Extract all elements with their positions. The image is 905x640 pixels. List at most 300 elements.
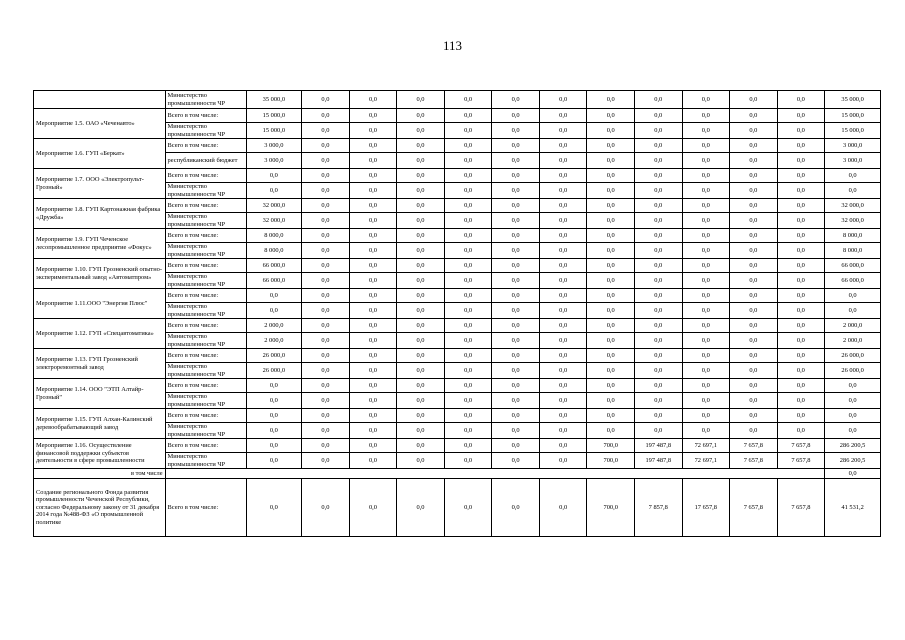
value-cell: 0,0 bbox=[397, 423, 445, 439]
value-cell: 0,0 bbox=[444, 259, 492, 273]
value-cell: 0,0 bbox=[492, 91, 540, 109]
value-cell: 0,0 bbox=[397, 273, 445, 289]
value-cell: 0,0 bbox=[397, 289, 445, 303]
value-cell: 0,0 bbox=[777, 169, 825, 183]
value-cell: 0,0 bbox=[397, 243, 445, 259]
value-cell: 0,0 bbox=[587, 289, 635, 303]
value-cell: 0,0 bbox=[682, 273, 730, 289]
value-cell: 0,0 bbox=[397, 169, 445, 183]
value-cell: 0,0 bbox=[492, 169, 540, 183]
table-row bbox=[34, 409, 881, 423]
value-cell: 0,0 bbox=[777, 333, 825, 349]
value-cell: 0,0 bbox=[492, 273, 540, 289]
table-row bbox=[34, 229, 881, 243]
value-cell: 0,0 bbox=[730, 199, 778, 213]
value-cell: 0,0 bbox=[634, 289, 682, 303]
value-cell: 0,0 bbox=[444, 139, 492, 153]
event-cell: Мероприятие 1.13. ГУП Грозненский электроремонтный завод bbox=[34, 349, 166, 379]
value-cell: 0,0 bbox=[246, 409, 302, 423]
value-cell: 7 657,8 bbox=[777, 479, 825, 537]
value-cell: 0,0 bbox=[492, 393, 540, 409]
value-cell: 0,0 bbox=[444, 243, 492, 259]
value-cell: 0,0 bbox=[730, 91, 778, 109]
value-cell: 0,0 bbox=[397, 479, 445, 537]
value-cell: 0,0 bbox=[730, 243, 778, 259]
value-cell: 0,0 bbox=[730, 153, 778, 169]
value-cell: 3 000,0 bbox=[825, 139, 881, 153]
value-cell: 0,0 bbox=[492, 139, 540, 153]
value-cell: 0,0 bbox=[682, 349, 730, 363]
value-cell: 0,0 bbox=[587, 333, 635, 349]
value-cell: 0,0 bbox=[349, 453, 397, 469]
value-cell: 0,0 bbox=[825, 469, 881, 479]
value-cell: 0,0 bbox=[539, 259, 587, 273]
value-cell: 0,0 bbox=[730, 349, 778, 363]
value-cell: 0,0 bbox=[777, 213, 825, 229]
value-cell: 0,0 bbox=[444, 303, 492, 319]
value-cell: 66 000,0 bbox=[825, 259, 881, 273]
value-cell: 0,0 bbox=[682, 289, 730, 303]
value-cell: 0,0 bbox=[302, 123, 350, 139]
value-cell: 0,0 bbox=[539, 439, 587, 453]
source-cell: Министерство промышленности ЧР bbox=[165, 243, 246, 259]
value-cell: 0,0 bbox=[730, 183, 778, 199]
value-cell: 0,0 bbox=[777, 393, 825, 409]
value-cell: 3 000,0 bbox=[246, 153, 302, 169]
value-cell: 0,0 bbox=[777, 349, 825, 363]
value-cell: 0,0 bbox=[349, 109, 397, 123]
value-cell: 0,0 bbox=[634, 183, 682, 199]
source-cell: Министерство промышленности ЧР bbox=[165, 393, 246, 409]
value-cell: 0,0 bbox=[539, 109, 587, 123]
value-cell: 0,0 bbox=[444, 199, 492, 213]
value-cell: 0,0 bbox=[777, 289, 825, 303]
value-cell: 41 531,2 bbox=[825, 479, 881, 537]
value-cell: 0,0 bbox=[492, 423, 540, 439]
table-row bbox=[34, 109, 881, 123]
source-cell: Всего в том числе: bbox=[165, 229, 246, 243]
value-cell: 0,0 bbox=[397, 109, 445, 123]
value-cell: 0,0 bbox=[397, 439, 445, 453]
value-cell: 0,0 bbox=[777, 409, 825, 423]
value-cell: 0,0 bbox=[682, 243, 730, 259]
value-cell: 0,0 bbox=[634, 333, 682, 349]
value-cell: 0,0 bbox=[302, 273, 350, 289]
value-cell: 0,0 bbox=[682, 199, 730, 213]
value-cell: 0,0 bbox=[682, 183, 730, 199]
including-label: в том числе bbox=[34, 469, 166, 479]
value-cell: 0,0 bbox=[539, 289, 587, 303]
value-cell: 0,0 bbox=[444, 423, 492, 439]
value-cell: 0,0 bbox=[302, 439, 350, 453]
value-cell: 0,0 bbox=[539, 319, 587, 333]
value-cell: 0,0 bbox=[302, 379, 350, 393]
value-cell: 7 857,8 bbox=[634, 479, 682, 537]
value-cell: 0,0 bbox=[349, 153, 397, 169]
value-cell: 26 000,0 bbox=[246, 349, 302, 363]
value-cell: 3 000,0 bbox=[825, 153, 881, 169]
value-cell: 15 000,0 bbox=[246, 109, 302, 123]
table-row bbox=[34, 379, 881, 393]
value-cell: 0,0 bbox=[302, 229, 350, 243]
source-cell: Министерство промышленности ЧР bbox=[165, 333, 246, 349]
value-cell: 0,0 bbox=[349, 199, 397, 213]
value-cell: 0,0 bbox=[492, 229, 540, 243]
value-cell: 0,0 bbox=[302, 289, 350, 303]
value-cell: 0,0 bbox=[397, 91, 445, 109]
value-cell: 0,0 bbox=[682, 333, 730, 349]
value-cell: 197 487,8 bbox=[634, 439, 682, 453]
value-cell: 0,0 bbox=[587, 109, 635, 123]
value-cell: 0,0 bbox=[777, 273, 825, 289]
value-cell: 0,0 bbox=[349, 243, 397, 259]
value-cell: 0,0 bbox=[777, 139, 825, 153]
value-cell: 0,0 bbox=[349, 349, 397, 363]
value-cell: 0,0 bbox=[682, 303, 730, 319]
value-cell: 0,0 bbox=[777, 153, 825, 169]
value-cell: 0,0 bbox=[634, 229, 682, 243]
event-cell: Мероприятие 1.10. ГУП Грозненский опытно-экспериментальный завод «Автоматпром» bbox=[34, 259, 166, 289]
value-cell: 72 697,1 bbox=[682, 453, 730, 469]
table-body bbox=[34, 91, 881, 537]
value-cell: 3 000,0 bbox=[246, 139, 302, 153]
value-cell: 0,0 bbox=[539, 91, 587, 109]
value-cell: 0,0 bbox=[730, 109, 778, 123]
value-cell: 0,0 bbox=[492, 289, 540, 303]
value-cell: 0,0 bbox=[492, 453, 540, 469]
value-cell: 0,0 bbox=[246, 183, 302, 199]
value-cell: 0,0 bbox=[539, 333, 587, 349]
value-cell: 0,0 bbox=[444, 393, 492, 409]
value-cell: 0,0 bbox=[634, 243, 682, 259]
value-cell: 0,0 bbox=[682, 393, 730, 409]
value-cell: 8 000,0 bbox=[246, 229, 302, 243]
value-cell: 0,0 bbox=[302, 409, 350, 423]
source-cell: Всего в том числе: bbox=[165, 169, 246, 183]
value-cell: 0,0 bbox=[349, 393, 397, 409]
value-cell: 66 000,0 bbox=[825, 273, 881, 289]
source-cell: Всего в том числе: bbox=[165, 409, 246, 423]
value-cell: 0,0 bbox=[444, 453, 492, 469]
value-cell: 0,0 bbox=[730, 423, 778, 439]
value-cell: 0,0 bbox=[397, 379, 445, 393]
value-cell: 0,0 bbox=[444, 123, 492, 139]
value-cell: 0,0 bbox=[397, 349, 445, 363]
value-cell: 0,0 bbox=[492, 479, 540, 537]
source-cell: Министерство промышленности ЧР bbox=[165, 183, 246, 199]
value-cell: 0,0 bbox=[634, 213, 682, 229]
value-cell: 0,0 bbox=[777, 259, 825, 273]
value-cell: 8 000,0 bbox=[825, 243, 881, 259]
value-cell: 0,0 bbox=[682, 109, 730, 123]
value-cell: 0,0 bbox=[634, 153, 682, 169]
value-cell: 66 000,0 bbox=[246, 259, 302, 273]
value-cell: 0,0 bbox=[587, 273, 635, 289]
value-cell: 0,0 bbox=[539, 183, 587, 199]
event-cell: Мероприятие 1.16. Осуществление финансовой поддержки субъектов деятельности в сфере промышленности bbox=[34, 439, 166, 469]
value-cell: 0,0 bbox=[682, 229, 730, 243]
value-cell: 700,0 bbox=[587, 439, 635, 453]
value-cell: 0,0 bbox=[302, 393, 350, 409]
value-cell: 0,0 bbox=[587, 393, 635, 409]
source-cell: Всего в том числе: bbox=[165, 289, 246, 303]
value-cell: 0,0 bbox=[777, 319, 825, 333]
value-cell: 0,0 bbox=[730, 213, 778, 229]
value-cell: 0,0 bbox=[682, 123, 730, 139]
value-cell: 0,0 bbox=[397, 139, 445, 153]
value-cell: 0,0 bbox=[634, 349, 682, 363]
value-cell: 0,0 bbox=[302, 333, 350, 349]
value-cell: 0,0 bbox=[302, 169, 350, 183]
value-cell: 0,0 bbox=[349, 259, 397, 273]
value-cell: 0,0 bbox=[349, 319, 397, 333]
value-cell: 0,0 bbox=[397, 453, 445, 469]
table-row bbox=[34, 139, 881, 153]
blank-cell bbox=[165, 469, 825, 479]
value-cell: 0,0 bbox=[730, 289, 778, 303]
value-cell: 0,0 bbox=[444, 409, 492, 423]
value-cell: 0,0 bbox=[777, 363, 825, 379]
table-row bbox=[34, 469, 881, 479]
value-cell: 0,0 bbox=[349, 333, 397, 349]
value-cell: 0,0 bbox=[349, 423, 397, 439]
event-cell: Создание регионального Фонда развития промышленности Чеченской Республики, согласно Федеральному закону от 31 декабря 2014 года №488-ФЗ «О промышленной политике bbox=[34, 479, 166, 537]
value-cell: 8 000,0 bbox=[825, 229, 881, 243]
value-cell: 0,0 bbox=[730, 273, 778, 289]
value-cell: 26 000,0 bbox=[246, 363, 302, 379]
value-cell: 0,0 bbox=[492, 153, 540, 169]
value-cell: 0,0 bbox=[825, 169, 881, 183]
source-cell: Всего в том числе: bbox=[165, 259, 246, 273]
source-cell: Министерство промышленности ЧР bbox=[165, 303, 246, 319]
value-cell: 0,0 bbox=[246, 303, 302, 319]
value-cell: 0,0 bbox=[825, 423, 881, 439]
value-cell: 0,0 bbox=[349, 479, 397, 537]
value-cell: 0,0 bbox=[634, 139, 682, 153]
table-row bbox=[34, 169, 881, 183]
value-cell: 197 487,8 bbox=[634, 453, 682, 469]
value-cell: 0,0 bbox=[539, 393, 587, 409]
value-cell: 0,0 bbox=[682, 319, 730, 333]
source-cell: Всего в том числе: bbox=[165, 379, 246, 393]
value-cell: 0,0 bbox=[397, 259, 445, 273]
value-cell: 0,0 bbox=[777, 91, 825, 109]
value-cell: 0,0 bbox=[539, 139, 587, 153]
value-cell: 0,0 bbox=[444, 363, 492, 379]
value-cell: 0,0 bbox=[444, 109, 492, 123]
value-cell: 0,0 bbox=[587, 229, 635, 243]
value-cell: 0,0 bbox=[539, 379, 587, 393]
value-cell: 0,0 bbox=[397, 199, 445, 213]
value-cell: 15 000,0 bbox=[825, 109, 881, 123]
value-cell: 7 657,8 bbox=[777, 439, 825, 453]
value-cell: 0,0 bbox=[777, 199, 825, 213]
event-cell: Мероприятие 1.9. ГУП Чеченское лесопромышленное предприятие «Фокус» bbox=[34, 229, 166, 259]
source-cell: Всего в том числе: bbox=[165, 199, 246, 213]
source-cell: Министерство промышленности ЧР bbox=[165, 273, 246, 289]
value-cell: 0,0 bbox=[349, 169, 397, 183]
value-cell: 0,0 bbox=[682, 153, 730, 169]
value-cell: 0,0 bbox=[492, 409, 540, 423]
value-cell: 0,0 bbox=[302, 319, 350, 333]
value-cell: 0,0 bbox=[587, 213, 635, 229]
value-cell: 0,0 bbox=[349, 303, 397, 319]
value-cell: 0,0 bbox=[825, 183, 881, 199]
value-cell: 0,0 bbox=[349, 439, 397, 453]
value-cell: 0,0 bbox=[492, 319, 540, 333]
value-cell: 0,0 bbox=[349, 273, 397, 289]
value-cell: 0,0 bbox=[682, 409, 730, 423]
value-cell: 0,0 bbox=[730, 259, 778, 273]
value-cell: 0,0 bbox=[730, 139, 778, 153]
value-cell: 0,0 bbox=[539, 273, 587, 289]
value-cell: 0,0 bbox=[397, 303, 445, 319]
value-cell: 0,0 bbox=[397, 393, 445, 409]
source-cell: Всего в том числе: bbox=[165, 109, 246, 123]
value-cell: 0,0 bbox=[777, 229, 825, 243]
value-cell: 17 657,8 bbox=[682, 479, 730, 537]
source-cell: Министерство промышленности ЧР bbox=[165, 213, 246, 229]
value-cell: 0,0 bbox=[302, 303, 350, 319]
value-cell: 0,0 bbox=[302, 139, 350, 153]
value-cell: 0,0 bbox=[349, 91, 397, 109]
value-cell: 0,0 bbox=[492, 439, 540, 453]
event-cell bbox=[34, 91, 166, 109]
event-cell: Мероприятие 1.6. ГУП «Беркат» bbox=[34, 139, 166, 169]
value-cell: 0,0 bbox=[587, 423, 635, 439]
table-row bbox=[34, 259, 881, 273]
value-cell: 7 657,8 bbox=[730, 439, 778, 453]
value-cell: 0,0 bbox=[302, 349, 350, 363]
value-cell: 0,0 bbox=[730, 303, 778, 319]
value-cell: 0,0 bbox=[349, 183, 397, 199]
value-cell: 0,0 bbox=[539, 123, 587, 139]
value-cell: 0,0 bbox=[634, 109, 682, 123]
value-cell: 0,0 bbox=[397, 153, 445, 169]
value-cell: 0,0 bbox=[349, 363, 397, 379]
value-cell: 2 000,0 bbox=[825, 319, 881, 333]
value-cell: 0,0 bbox=[397, 319, 445, 333]
value-cell: 0,0 bbox=[246, 479, 302, 537]
value-cell: 0,0 bbox=[682, 259, 730, 273]
value-cell: 0,0 bbox=[587, 363, 635, 379]
value-cell: 0,0 bbox=[539, 363, 587, 379]
value-cell: 0,0 bbox=[397, 363, 445, 379]
value-cell: 0,0 bbox=[492, 363, 540, 379]
value-cell: 0,0 bbox=[730, 363, 778, 379]
value-cell: 0,0 bbox=[302, 199, 350, 213]
value-cell: 0,0 bbox=[730, 319, 778, 333]
value-cell: 0,0 bbox=[492, 123, 540, 139]
value-cell: 0,0 bbox=[539, 423, 587, 439]
value-cell: 286 200,5 bbox=[825, 453, 881, 469]
value-cell: 0,0 bbox=[539, 229, 587, 243]
value-cell: 0,0 bbox=[634, 91, 682, 109]
value-cell: 0,0 bbox=[587, 139, 635, 153]
value-cell: 0,0 bbox=[302, 91, 350, 109]
source-cell: Всего в том числе: bbox=[165, 139, 246, 153]
value-cell: 0,0 bbox=[730, 333, 778, 349]
value-cell: 700,0 bbox=[587, 453, 635, 469]
value-cell: 2 000,0 bbox=[246, 333, 302, 349]
value-cell: 0,0 bbox=[444, 153, 492, 169]
value-cell: 0,0 bbox=[825, 289, 881, 303]
value-cell: 0,0 bbox=[730, 123, 778, 139]
value-cell: 0,0 bbox=[539, 453, 587, 469]
value-cell: 0,0 bbox=[349, 123, 397, 139]
value-cell: 0,0 bbox=[777, 423, 825, 439]
value-cell: 0,0 bbox=[246, 423, 302, 439]
value-cell: 0,0 bbox=[397, 409, 445, 423]
value-cell: 0,0 bbox=[730, 379, 778, 393]
value-cell: 0,0 bbox=[777, 303, 825, 319]
value-cell: 2 000,0 bbox=[825, 333, 881, 349]
event-cell: Мероприятие 1.14. ООО "ЭТП Алтайр-Грозный" bbox=[34, 379, 166, 409]
value-cell: 0,0 bbox=[444, 349, 492, 363]
value-cell: 0,0 bbox=[444, 379, 492, 393]
table-row bbox=[34, 289, 881, 303]
value-cell: 0,0 bbox=[587, 243, 635, 259]
source-cell: Министерство промышленности ЧР bbox=[165, 123, 246, 139]
value-cell: 0,0 bbox=[777, 183, 825, 199]
budget-table bbox=[33, 90, 881, 537]
value-cell: 0,0 bbox=[825, 393, 881, 409]
table-row bbox=[34, 199, 881, 213]
value-cell: 32 000,0 bbox=[825, 199, 881, 213]
value-cell: 0,0 bbox=[682, 169, 730, 183]
source-cell: Министерство промышленности ЧР bbox=[165, 363, 246, 379]
value-cell: 35 000,0 bbox=[246, 91, 302, 109]
value-cell: 0,0 bbox=[777, 379, 825, 393]
value-cell: 0,0 bbox=[444, 479, 492, 537]
value-cell: 286 200,5 bbox=[825, 439, 881, 453]
source-cell: Министерство промышленности ЧР bbox=[165, 91, 246, 109]
value-cell: 32 000,0 bbox=[246, 199, 302, 213]
value-cell: 66 000,0 bbox=[246, 273, 302, 289]
value-cell: 0,0 bbox=[444, 91, 492, 109]
value-cell: 0,0 bbox=[444, 213, 492, 229]
value-cell: 0,0 bbox=[349, 379, 397, 393]
value-cell: 0,0 bbox=[397, 123, 445, 139]
value-cell: 0,0 bbox=[682, 139, 730, 153]
event-cell: Мероприятие 1.5. ОАО «Чеченавто» bbox=[34, 109, 166, 139]
value-cell: 0,0 bbox=[634, 273, 682, 289]
value-cell: 0,0 bbox=[492, 183, 540, 199]
value-cell: 0,0 bbox=[587, 409, 635, 423]
table-row bbox=[34, 479, 881, 537]
value-cell: 15 000,0 bbox=[825, 123, 881, 139]
value-cell: 0,0 bbox=[587, 183, 635, 199]
value-cell: 0,0 bbox=[825, 303, 881, 319]
event-cell: Мероприятие 1.7. ООО «Электропульт-Грозный» bbox=[34, 169, 166, 199]
value-cell: 0,0 bbox=[397, 229, 445, 243]
value-cell: 0,0 bbox=[730, 409, 778, 423]
table-row bbox=[34, 439, 881, 453]
value-cell: 0,0 bbox=[587, 379, 635, 393]
value-cell: 0,0 bbox=[587, 349, 635, 363]
value-cell: 0,0 bbox=[302, 109, 350, 123]
value-cell: 0,0 bbox=[302, 183, 350, 199]
value-cell: 0,0 bbox=[492, 199, 540, 213]
value-cell: 7 657,8 bbox=[730, 453, 778, 469]
value-cell: 0,0 bbox=[634, 319, 682, 333]
page-number: 113 bbox=[442, 38, 463, 53]
value-cell: 0,0 bbox=[539, 243, 587, 259]
value-cell: 0,0 bbox=[492, 243, 540, 259]
value-cell: 0,0 bbox=[587, 91, 635, 109]
value-cell: 0,0 bbox=[634, 259, 682, 273]
value-cell: 0,0 bbox=[587, 319, 635, 333]
